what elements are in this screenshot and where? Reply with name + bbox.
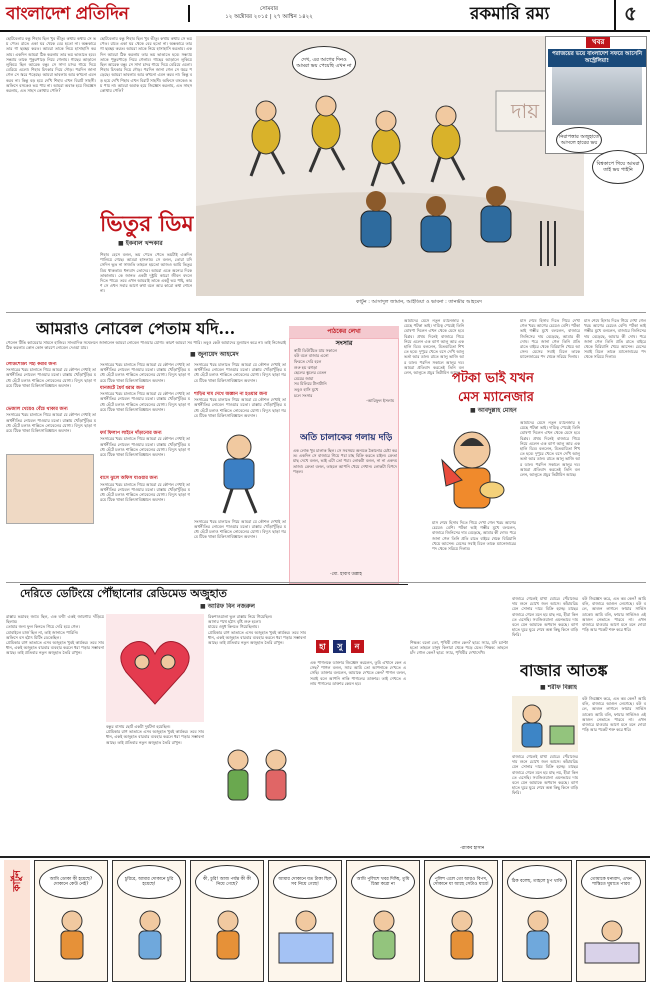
- svg-text:দায়: দায়: [511, 99, 540, 123]
- vitur-headline: ভিতুর ডিম: [100, 211, 194, 237]
- comic-figure-8: [577, 903, 646, 982]
- dating-text-1: প্রেমিকার রাগ ভাঙাতে এসব অজুহাত খুবই কার্যকর। তবে সাবধান, একই অজুহাত বারবার ব্যবহার করলে ধরা পড়ার সম্ভাবনা আছে। তাই প্রতিবার নতুন অজুহাত তৈরি রাখুন।: [6, 640, 104, 656]
- dating-text-3: প্রেমিকার রাগ ভাঙাতে এসব অজুহাত খুবই কার্যকর। তবে সাবধান, একই অজুহাত বারবার ব্যবহার করলে ধরা পড়ার সম্ভাবনা আছে। তাই প্রতিবার নতুন অজুহাত তৈরি রাখুন।: [208, 629, 306, 646]
- bazar-left-text: বাজারে গেলেই মাথা ঘোরে। পেঁয়াজের দাম শুনে চোখে জল আসে। কাঁচামরিচ যেন সোনার দামে বিক্রি হচ্ছে। মাছের বাজারে গেলে মনে হয় মাছ নয়, হীরা কিনতে এসেছি। সবজিওয়ালা এমনভাবে দাম বলে যেন আমাকে অপমান করছে। ব্যাগ হাতে ঘুরে ঘুরে শেষে অল্প কিছু কিনে বাড়ি ফিরি।: [512, 754, 578, 796]
- nobel-body-7: সংসারের খরচ চালাতে গিয়ে আমরা যে কৌশল দেখাই তা অর্থনীতির নোবেল পাওয়ার মতো। রাস্তায় খোঁড়াখুঁড়ির মধ্যে হেঁটে চলাও শান্তিতে নোবেলের যোগ্য। বিদ্যুৎ ছাড়া গরমে টিকে থাকা চিকিৎসাবিজ্ঞানে অবদান।: [194, 362, 286, 383]
- poem-line-5: ছেলের স্কুলের বেতন: [294, 370, 327, 376]
- nobel-crowd-illustration: [6, 454, 94, 524]
- khobor-headline: পরাজয়ের ভয়ে বাংলাদেশ সফরে আসেনি অস্ট্রেলিয়া!: [548, 49, 646, 67]
- newspaper-brand: বাংলাদেশ প্রতিদিন: [6, 4, 129, 24]
- comic-label-text: কার্টুন: [12, 870, 23, 892]
- dating-item-3: মোবাইলে চার্জ ছিল না, তাই জানাতে পারিনি।: [6, 629, 79, 635]
- vitur-bottom-text: শিহাব হেসে বলল, ভয় পেতে পেতে ভয়টাই একদিন পালিয়ে গেছে। আমরা হাসলাম। সে বলল, তোরা যদি সেদিন ভূত না সাজতি তাহলে হয়তো আজও আমি ভিতুর ডিম থাকতাম। ধন্যবাদ তোদের। আমরা একে অন্যের দিকে তাকালাম। কে জানত একটা দুষ্টুমি কারো জীবন বদলে দিতে পারে। তবে এখন আমরাই তাকে একটু ভয় পাই, কারণ সে এখন সবার আগে কথা বলে আর কারো কথা শোনে না।: [100, 252, 192, 294]
- khobor-tag: খবর: [586, 37, 610, 48]
- nobel-intro: পেলেন টিভি ক্যামেরার সামনে হাজির। সাংবাদিক সম্মেলনে জানালেন আমরা নোবেল পাওয়ার যোগ্য। কারণ আমরা সব পারি। তবুও কেউ আমাদের মূল্যায়ন করে না। তাই নিজেরাই ঠিক করলাম কোন কোন কারণে নোবেল দেওয়া যায়।: [6, 340, 286, 350]
- comic-figure-4: [269, 903, 342, 982]
- potka-bottom-text: মাস শেষে হিসাব দিতে গিয়ে দেখা গেল খরচ আগের চেয়েও বেশি। পটকা ভাই গম্ভীর মুখে বললেন, বাজারে জিনিসের দাম বেড়েছে, আমার কী দোষ। পরে জানা গেল তিনি প্রতি রাতে বাইরে থেকে বিরিয়ানি খেয়ে আসেন। মেসের সবাই মিলে তাকে ম্যানেজারের পদ থেকে সরিয়ে দিলাম।: [432, 520, 516, 552]
- comic-bubble-8: তোমাকে ধন্যবাদ, এখন শান্তিতে ঘুমাতে পারব: [581, 865, 641, 899]
- potka-middle-column: আমাদের মেসে নতুন ম্যানেজার হয়েছে পটকা ভাই। দায়িত্ব পেয়েই তিনি ঘোষণা দিলেন এখন থেকে মেসে হবে বিপ্লব। প্রথম দিনেই বাজারে গিয়ে নিয়ে এলেন এক ব্যাগ আলু আর এক হালি ডিম। বললেন, মিতব্যয়িতা শিখতে হবে। দুপুরে খেতে বসে দেখি আলু ভর্তা আর ডাল। রাতে আলু ভাজি আর ডাল। পরদিন সকালে আলুর দম। আমরা প্রতিবাদ করতেই তিনি বললেন, আলুতে প্রচুর ভিটামিন আছে।: [520, 420, 580, 478]
- vitur-left-column: ছোটবেলায় বন্ধু শিহাব ছিল খুব ভীতু। কথায় কথায় সে ভয় পেত। রাতে একা ঘর থেকে বের হতো না। অন্ধকারে তার গা ছমছম করত। আমরা তাকে নিয়ে হাসাহাসি করতাম। একদিন আমরা ঠিক করলাম তার ভয় ভাঙাতে হবে। সন্ধ্যায় তাকে পুকুরপাড়ে নিয়ে গেলাম। গাছের আড়ালে লুকিয়ে ছিল আরেক বন্ধু। সে সাদা চাদর গায়ে দিয়ে বেরিয়ে এলো। শিহাব চিৎকার দিয়ে দৌড়। পরদিন জানা গেল সে জ্বরে পড়েছে। আমরা ভাবলাম আর কখনো এমন করব না। কিন্তু বড় হয়ে দেখি শিহাব এখন বিরাট সাহসী। অফিসে বসকেও ভয় পায় না। আমরা অবাক হয়ে জিজ্ঞেস করলাম, এত সাহস কোথায় পেলি?: [6, 36, 96, 94]
- potka-byline: ■ আবদুল্লাহ মোহন: [470, 407, 517, 414]
- dating-item-8: মায়ের ওষুধ কিনতে গিয়েছিলাম।: [208, 624, 259, 630]
- poem-title: সংসার: [335, 339, 353, 347]
- vitur-middle-column: ছোটবেলায় বন্ধু শিহাব ছিল খুব ভীতু। কথায় কথায় সে ভয় পেত। রাতে একা ঘর থেকে বের হতো না। অন্ধকারে তার গা ছমছম করত। আমরা তাকে নিয়ে হাসাহাসি করতাম। একদিন আমরা ঠিক করলাম তার ভয় ভাঙাতে হবে। সন্ধ্যায় তাকে পুকুরপাড়ে নিয়ে গেলাম। গাছের আড়ালে লুকিয়ে ছিল আরেক বন্ধু। সে সাদা চাদর গায়ে দিয়ে বেরিয়ে এলো। শিহাব চিৎকার দিয়ে দৌড়। পরদিন জানা গেল সে জ্বরে পড়েছে। আমরা ভাবলাম আর কখনো এমন করব না। কিন্তু বড় হয়ে দেখি শিহাব এখন বিরাট সাহসী। অফিসে বসকেও ভয় পায় না। আমরা অবাক হয়ে জিজ্ঞেস করলাম, এত সাহস কোথায় পেলি?: [100, 36, 192, 94]
- nobel-left-column: [6, 362, 96, 580]
- hasun-author: -রাকিব হাসান: [460, 846, 485, 851]
- bazar-top-text: বাজারে গেলেই মাথা ঘোরে। পেঁয়াজের দাম শুনে চোখে জল আসে। কাঁচামরিচ যেন সোনার দামে বিক্রি হচ্ছে। মাছের বাজারে গেলে মনে হয় মাছ নয়, হীরা কিনতে এসেছি। সবজিওয়ালা এমনভাবে দাম বলে যেন আমাকে অপমান করছে। ব্যাগ হাতে ঘুরে ঘুরে শেষে অল্প কিছু কিনে বাড়ি ফিরি।: [512, 596, 578, 638]
- bazar-top-right-text: বউ জিজ্ঞেস করে, এত কম কেন? আমি বলি, বাজারে আগুন লেগেছে। বউ বলে, আগুন লাগলে ফায়ার সার্ভিস ডাকো। আমি বলি, ফায়ার সার্ভিসও এই আগুন নেভাতে পারবে না। এখন বাজারে যাওয়ার আগে মনে মনে দোয়া পড়ি আর পকেট শক্ত করে ধরি।: [582, 596, 646, 633]
- comic-panel-8: [576, 860, 646, 982]
- nobel-body-1: সংসারের খরচ চালাতে গিয়ে আমরা যে কৌশল দেখাই তা অর্থনীতির নোবেল পাওয়ার মতো। রাস্তায় খোঁড়াখুঁড়ির মধ্যে হেঁটে চলাও শান্তিতে নোবেলের যোগ্য। বিদ্যুৎ ছাড়া গরমে টিকে থাকা চিকিৎসাবিজ্ঞানে অবদান।: [6, 367, 96, 388]
- hasun-letter-2: সু: [333, 640, 346, 653]
- khobor-box: [545, 36, 647, 154]
- nobel-man-illustration: [194, 427, 284, 517]
- nobel-byline: ■ জুনায়েদ আহমেদ: [190, 351, 239, 358]
- bazar-headline: বাজার আতঙ্ক: [520, 661, 608, 680]
- nobel-body-2: সংসারের খরচ চালাতে গিয়ে আমরা যে কৌশল দেখাই তা অর্থনীতির নোবেল পাওয়ার মতো। রাস্তায় খোঁড়াখুঁড়ির মধ্যে হেঁটে চলাও শান্তিতে নোবেলের যোগ্য। বিদ্যুৎ ছাড়া গরমে টিকে থাকা চিকিৎসাবিজ্ঞানে অবদান।: [6, 412, 96, 434]
- bazar-byline: ■ শরীফ বিল্লাহ: [540, 684, 578, 691]
- hasun-banner: [316, 640, 367, 653]
- cartoon-credit: কার্টুন : আসাদুল জামান, আইডিয়া ও ভাবনা : তানভীর আহমেদ: [356, 299, 482, 305]
- nobel-item-1: লোডশেডিং সহ্য করার জন্য: [6, 362, 57, 367]
- comic-strip: [0, 856, 650, 984]
- masthead-date: [188, 5, 348, 22]
- poem-line-7: সব মিলিয়ে টানাটানি: [294, 381, 327, 387]
- comic-figure-1: [35, 903, 108, 982]
- bazar-right-text: বউ জিজ্ঞেস করে, এত কম কেন? আমি বলি, বাজারে আগুন লেগেছে। বউ বলে, আগুন লাগলে ফায়ার সার্ভিস ডাকো। আমি বলি, ফায়ার সার্ভিসও এই আগুন নেভাতে পারবে না। এখন বাজারে যাওয়ার আগে মনে মনে দোয়া পড়ি আর পকেট শক্ত করে ধরি।: [582, 696, 646, 733]
- poem-author: -আরিফুল ইসলাম: [366, 398, 394, 404]
- poem-line-1: স্বামী ডিউটিতে যায় সকালে: [294, 347, 337, 353]
- dating-headline: দেরিতে ডেটিংয়ে পৌঁছানোর রেডিমেড অজুহাত: [20, 584, 408, 602]
- section-title: রকমারি রম্য: [470, 4, 550, 24]
- masthead: [0, 0, 650, 32]
- masthead-date-text: ১২ অক্টোবর ২০১৫ | ২৭ আশ্বিন ১৪২২: [225, 14, 313, 21]
- khobor-photo: [552, 67, 642, 125]
- comic-figure-2: [113, 903, 186, 982]
- comic-panel-4: [268, 860, 342, 982]
- dating-hearts-illustration: [106, 614, 204, 722]
- page-number: ৫: [614, 0, 637, 30]
- pathok-lekha-bar: পাঠকের লেখা: [289, 326, 399, 338]
- poem-line-8: তবুও হাসি মুখে: [294, 386, 319, 392]
- nobel-body-8: সংসারের খরচ চালাতে গিয়ে আমরা যে কৌশল দেখাই তা অর্থনীতির নোবেল পাওয়ার মতো। রাস্তায় খোঁড়াখুঁড়ির মধ্যে হেঁটে চলাও শান্তিতে নোবেলের যোগ্য। বিদ্যুৎ ছাড়া গরমে টিকে থাকা চিকিৎসাবিজ্ঞানে অবদান।: [194, 397, 286, 418]
- comic-bubble-1: আমি ডোকা কী হয়েছে? দোকানে কেউ নেই?: [39, 865, 103, 899]
- oti-chalak-text: এক লোক খুব চালাক ছিল। সে সবসময় অন্যকে ঠকানোর চেষ্টা করত। একদিন সে বাজারে গিয়ে পচা মাছ বিক্রি করতে চাইল। ক্রেতা মাছ দেখে বলল, ভাই এটা তো পচা। লোকটা বলল, না না একদম তাজা। ক্রেতা বলল, তাহলে আপনি খেয়ে দেখান। লোকটা বিপদে পড়ল।: [293, 448, 397, 474]
- comic-label: [4, 860, 30, 982]
- cartoon-speech-2: বিশ্বকাপে গিয়ে আমরা তাই ভয় পাইনি: [592, 150, 644, 184]
- potka-left-column: আমাদের মেসে নতুন ম্যানেজার হয়েছে পটকা ভাই। দায়িত্ব পেয়েই তিনি ঘোষণা দিলেন এখন থেকে মেসে হবে বিপ্লব। প্রথম দিনেই বাজারে গিয়ে নিয়ে এলেন এক ব্যাগ আলু আর এক হালি ডিম। বললেন, মিতব্যয়িতা শিখতে হবে। দুপুরে খেতে বসে দেখি আলু ভর্তা আর ডাল। রাতে আলু ভাজি আর ডাল। পরদিন সকালে আলুর দম। আমরা প্রতিবাদ করতেই তিনি বললেন, আলুতে প্রচুর ভিটামিন আছে।: [404, 318, 464, 376]
- comic-bubble-6: পুলিশ এলে তো আরও বিপদ, দোকানে যা আছে সেটাও যাবে!: [429, 865, 493, 899]
- comic-figure-5: [347, 903, 420, 982]
- oti-chalak-headline: অতি চালাকের গলায় দড়ি: [300, 433, 393, 443]
- nobel-body-9: সংসারের খরচ চালাতে গিয়ে আমরা যে কৌশল দেখাই তা অর্থনীতির নোবেল পাওয়ার মতো। রাস্তায় খোঁড়াখুঁড়ির মধ্যে হেঁটে চলাও শান্তিতে নোবেলের যোগ্য। বিদ্যুৎ ছাড়া গরমে টিকে থাকা চিকিৎসাবিজ্ঞানে অবদান।: [194, 518, 286, 540]
- comic-bubble-5: আমি পুলিশে খবর দিচ্ছি, তুমি চিন্তা করো না: [351, 865, 415, 899]
- poem-line-6: মেয়ের জামা: [294, 375, 314, 381]
- dating-item-6: রিকশাওয়ালা ভুল রাস্তায় নিয়ে গিয়েছিল।: [208, 614, 273, 619]
- potka-headline: পটকা ভাই যখন: [452, 371, 534, 386]
- cricket-cartoon-illustration: [196, 36, 584, 296]
- comic-panel-6: [424, 860, 498, 982]
- masthead-day: সোমবার: [259, 6, 279, 12]
- dating-byline: ■ আরিফ বিন নজরুল: [200, 603, 255, 610]
- comic-panel-5: [346, 860, 420, 982]
- nobel-right-column: [194, 362, 286, 580]
- poem-line-4: শুরু হয় ঝগড়া: [294, 364, 318, 370]
- comic-panel-1: [34, 860, 108, 982]
- comic-bubble-7: ঠিক বলেছ, তাহলে চুপ থাকি: [507, 865, 567, 899]
- nobel-item-5: ফর্ম ফিলাপ লাইনে দাঁড়ানোর জন্য: [100, 431, 162, 437]
- comic-figure-7: [503, 903, 572, 982]
- nobel-body-6: সংসারের খরচ চালাতে গিয়ে আমরা যে কৌশল দেখাই তা অর্থনীতির নোবেল পাওয়ার মতো। রাস্তায় খোঁড়াখুঁড়ির মধ্যে হেঁটে চলাও শান্তিতে নোবেলের যোগ্য। বিদ্যুৎ ছাড়া গরমে টিকে থাকা চিকিৎসাবিজ্ঞানে অবদান।: [100, 481, 190, 503]
- comic-bubble-2: চুরিরে, আমার দোকানে চুরি হয়েছে!: [117, 865, 181, 899]
- nobel-body-4: সংসারের খরচ চালাতে গিয়ে আমরা যে কৌশল দেখাই তা অর্থনীতির নোবেল পাওয়ার মতো। রাস্তায় খোঁড়াখুঁড়ির মধ্যে হেঁটে চলাও শান্তিতে নোবেলের যোগ্য। বিদ্যুৎ ছাড়া গরমে টিকে থাকা চিকিৎসাবিজ্ঞানে অবদান।: [100, 391, 190, 412]
- dating-item-2: তোমার জন্য ফুল কিনতে গিয়ে দেরি হয়ে গেল।: [6, 624, 80, 630]
- dating-item-7: আসার পথে হঠাৎ বৃষ্টি শুরু হলো।: [208, 619, 262, 625]
- nobel-headline: আমরাও নোবেল পেতাম যদি...: [36, 319, 236, 338]
- nobel-body-3: সংসারের খরচ চালাতে গিয়ে আমরা যে কৌশল দেখাই তা অর্থনীতির নোবেল পাওয়ার মতো। রাস্তায় খোঁড়াখুঁড়ির মধ্যে হেঁটে চলাও শান্তিতে নোবেলের যোগ্য। বিদ্যুৎ ছাড়া গরমে টিকে থাকা চিকিৎসাবিজ্ঞানে অবদান।: [100, 362, 190, 383]
- hasun-joke-2: শিক্ষক: বলো তো, পৃথিবী গোল কেন? ছাত্র: স্যার, যদি চ্যাপ্টা হতো তাহলে মানুষ কিনারা থেকে পড়ে যেত। শিক্ষক: তাহলে চাঁদ গোল কেন? ছাত্র: স্যার, পৃথিবীর দেখাদেখি।: [410, 640, 508, 656]
- khobor-speech: নিরাপত্তার অজুহাতে আসলে হারের ভয়: [556, 127, 602, 153]
- nobel-item-3: শাড়ির দাম দেখে অজ্ঞান না হওয়ার জন্য: [194, 392, 268, 397]
- bazar-illustration: [512, 696, 578, 752]
- cricket-cartoon: [196, 36, 584, 296]
- nobel-body-5: সংসারের খরচ চালাতে গিয়ে আমরা যে কৌশল দেখাই তা অর্থনীতির নোবেল পাওয়ার মতো। রাস্তায় খোঁড়াখুঁড়ির মধ্যে হেঁটে চলাও শান্তিতে নোবেলের যোগ্য। বিদ্যুৎ ছাড়া গরমে টিকে থাকা চিকিৎসাবিজ্ঞানে অবদান।: [100, 436, 190, 458]
- comic-bubble-3: কী, চুরি! আজ পর্যন্ত কী কী নিয়ে গেছে?: [195, 865, 259, 899]
- nobel-item-6: বাসে ঝুলে অফিস যাওয়ার জন্য: [100, 476, 158, 482]
- vitur-byline: ■ ইকবাল খন্দকার: [118, 240, 163, 247]
- comic-bubble-4: আমার দোকানে যত টাকা ছিল সব নিয়ে গেছে!: [273, 865, 337, 899]
- comic-figure-3: [191, 903, 264, 982]
- comic-panel-7: [502, 860, 572, 982]
- poem-line-2: বউ বলে বাজার এনো: [294, 353, 329, 359]
- oti-chalak-author: -মো. হাবীব উল্লাহ: [330, 572, 362, 577]
- dating-left-column: [6, 614, 104, 854]
- comic-panel-2: [112, 860, 186, 982]
- hasun-joke-1: এক পাগলকে ডাক্তার জিজ্ঞেস করলেন, তুমি এখানে কেন এসেছ? পাগল বলল, স্যার আমি তো আপনাকে দেখতে এসেছি। ডাক্তার বললেন, আমাকে দেখতে কেন? পাগল বলল, সবাই বলে আপনি নাকি পাগলের ডাক্তার। তাই দেখতে এলাম পাগলের ডাক্তার কেমন হয়।: [310, 660, 406, 686]
- potka-right-column: মাস শেষে হিসাব দিতে গিয়ে দেখা গেল খরচ আগের চেয়েও বেশি। পটকা ভাই গম্ভীর মুখে বললেন, বাজারে জিনিসের দাম বেড়েছে, আমার কী দোষ। পরে জানা গেল তিনি প্রতি রাতে বাইরে থেকে বিরিয়ানি খেয়ে আসেন। মেসের সবাই মিলে তাকে ম্যানেজারের পদ থেকে সরিয়ে দিলাম।: [584, 318, 646, 360]
- potka-top-text: মাস শেষে হিসাব দিতে গিয়ে দেখা গেল খরচ আগের চেয়েও বেশি। পটকা ভাই গম্ভীর মুখে বললেন, বাজারে জিনিসের দাম বেড়েছে, আমার কী দোষ। পরে জানা গেল তিনি প্রতি রাতে বাইরে থেকে বিরিয়ানি খেয়ে আসেন। মেসের সবাই মিলে তাকে ম্যানেজারের পদ থেকে সরিয়ে দিলাম।: [520, 318, 580, 360]
- dating-item-1: রাস্তায় ভয়াবহ জ্যাম ছিল, এক ঘণ্টা একই জায়গায় দাঁড়িয়ে ছিলাম।: [6, 614, 104, 625]
- dating-text-2: প্রেমিকার রাগ ভাঙাতে এসব অজুহাত খুবই কার্যকর। তবে সাবধান, একই অজুহাত বারবার ব্যবহার করলে ধরা পড়ার সম্ভাবনা আছে। তাই প্রতিবার নতুন অজুহাত তৈরি রাখুন।: [106, 729, 204, 745]
- hasun-letter-1: হা: [316, 640, 329, 653]
- comic-figure-6: [425, 903, 498, 982]
- dating-item-5: বন্ধুর বাসায় ছোট একটা দুর্ঘটনা হয়েছিল।: [106, 724, 171, 729]
- nobel-middle-column: [100, 362, 190, 580]
- nobel-item-4: ভেজাল খেয়েও বেঁচে থাকার জন্য: [6, 407, 68, 413]
- potka-subheadline: মেস ম্যানেজার: [458, 390, 534, 405]
- dating-right-column: [208, 614, 306, 854]
- cartoon-speech-1: দেখ, এর আগের দিনও আমরা ভয় পেয়েছি এখন না: [292, 46, 356, 80]
- dating-mid-column: [106, 724, 204, 854]
- dating-item-4: অফিসে বস হঠাৎ মিটিং ডেকেছিল।: [6, 634, 61, 640]
- poem-line-3: ফিরতে দেরি হলে: [294, 358, 322, 364]
- potka-bhai-illustration: [432, 420, 512, 516]
- nobel-item-2: যানজটে ধৈর্য ধরার জন্য: [100, 386, 145, 391]
- comic-panel-3: [190, 860, 264, 982]
- poem-line-9: চলে সংসার: [294, 392, 313, 398]
- hasun-letter-3: ন: [351, 640, 364, 653]
- dating-couple-illustration: [208, 740, 306, 810]
